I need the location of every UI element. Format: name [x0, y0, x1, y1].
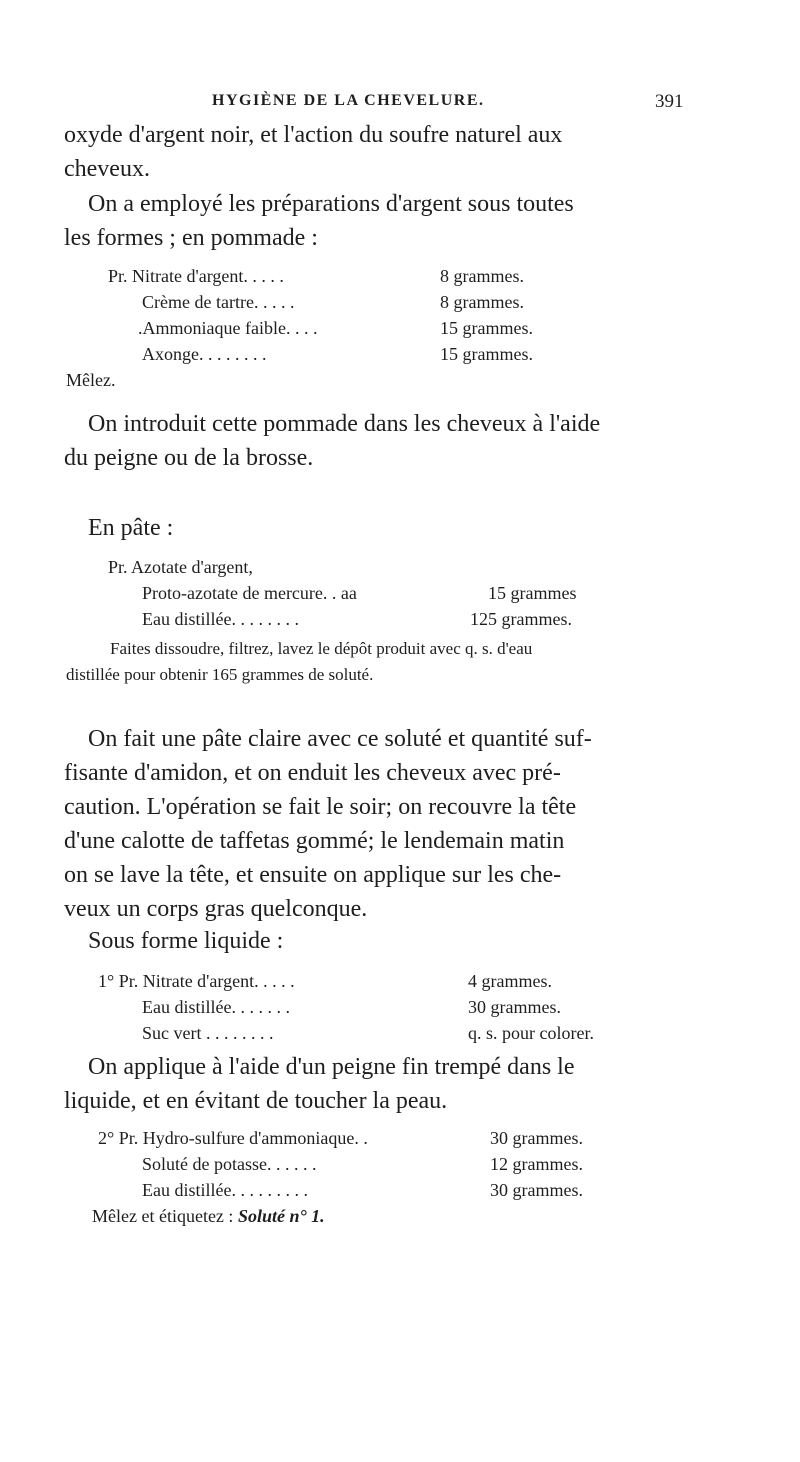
- ingredient-quantity: 125 grammes.: [470, 609, 572, 629]
- recipe-row: [96, 994, 736, 1020]
- ingredient-quantity: 30 grammes.: [468, 997, 561, 1017]
- text-line: liquide, et en évitant de toucher la peau.: [64, 1088, 448, 1114]
- text-line: du peigne ou de la brosse.: [64, 445, 314, 471]
- ingredient-label: 2° Pr. Hydro-sulfure d'ammoniaque. .: [98, 1128, 368, 1148]
- text-line: on se lave la tête, et ensuite on applique sur les che-: [64, 862, 562, 888]
- ingredient-quantity: 4 grammes.: [468, 971, 552, 991]
- ingredient-label: Proto-azotate de mercure. . aa: [142, 583, 357, 603]
- paragraph-5: [64, 722, 592, 926]
- page-header: [0, 92, 800, 116]
- ingredient-label: Pr. Nitrate d'argent. . . . .: [108, 266, 284, 286]
- recipe-liquide-1: [96, 968, 736, 1046]
- text-line: d'une calotte de taffetas gommé; le lendemain matin: [64, 828, 565, 854]
- text-line: cheveux.: [64, 156, 150, 182]
- recipe-row: [96, 289, 736, 315]
- ingredient-quantity: 15 grammes.: [440, 318, 533, 338]
- note-line: Faites dissoudre, filtrez, lavez le dépôt produit avec q. s. d'eau: [110, 639, 533, 658]
- recipe-row: [92, 1203, 736, 1229]
- instruction-emphasis: Soluté n° 1.: [237, 1206, 325, 1226]
- paragraph-7: [64, 1050, 575, 1118]
- text-line: oxyde d'argent noir, et l'action du soufre naturel aux: [64, 122, 563, 148]
- ingredient-label: Crème de tartre. . . . .: [142, 292, 295, 312]
- recipe-instruction: [92, 1203, 325, 1229]
- instruction-text: Mêlez et étiquetez :: [92, 1206, 238, 1226]
- text-line: On fait une pâte claire avec ce soluté et quantité suf-: [88, 726, 592, 752]
- ingredient-label: Eau distillée. . . . . . .: [142, 997, 290, 1017]
- recipe-row: [66, 367, 736, 393]
- recipe-note: [66, 636, 533, 688]
- ingredient-label: Pr. Azotate d'argent,: [108, 557, 253, 577]
- text-line: On introduit cette pommade dans les cheveux à l'aide: [88, 411, 601, 437]
- ingredient-label: Eau distillée. . . . . . . .: [142, 609, 299, 629]
- recipe-row: [96, 968, 736, 994]
- recipe-row: [96, 341, 736, 367]
- paragraph-2: [64, 187, 574, 255]
- text-line: caution. L'opération se fait le soir; on recouvre la tête: [64, 794, 577, 820]
- recipe-row: [96, 1125, 736, 1151]
- recipe-pommade: [66, 263, 736, 393]
- paragraph-1: [64, 118, 562, 186]
- recipe-row: [96, 1151, 736, 1177]
- recipe-row: [96, 580, 736, 606]
- ingredient-quantity: 30 grammes.: [490, 1128, 583, 1148]
- recipe-liquide-2: [92, 1125, 736, 1229]
- paragraph-3: [64, 407, 600, 475]
- ingredient-label: Soluté de potasse. . . . . .: [142, 1154, 317, 1174]
- text-line: fisante d'amidon, et on enduit les cheveux avec pré-: [64, 760, 561, 786]
- paragraph-6: [88, 924, 283, 958]
- ingredient-label: .Ammoniaque faible. . . .: [138, 318, 318, 338]
- ingredient-quantity: 15 grammes: [488, 583, 577, 603]
- ingredient-quantity: 8 grammes.: [440, 266, 524, 286]
- text-line: On a employé les préparations d'argent sous toutes: [88, 191, 574, 217]
- ingredient-label: Axonge. . . . . . . .: [142, 344, 267, 364]
- page-number: 391: [655, 91, 684, 112]
- ingredient-quantity: 8 grammes.: [440, 292, 524, 312]
- ingredient-quantity: 12 grammes.: [490, 1154, 583, 1174]
- ingredient-quantity: 30 grammes.: [490, 1180, 583, 1200]
- recipe-row: [96, 263, 736, 289]
- text-line: veux un corps gras quelconque.: [64, 896, 368, 922]
- recipe-row: [96, 1020, 736, 1046]
- paragraph-4: [88, 511, 173, 545]
- recipe-pate: [96, 554, 736, 632]
- recipe-row: [96, 315, 736, 341]
- recipe-row: [96, 554, 736, 580]
- running-title: HYGIÈNE DE LA CHEVELURE.: [212, 92, 485, 109]
- ingredient-quantity: 15 grammes.: [440, 344, 533, 364]
- recipe-row: [96, 1177, 736, 1203]
- text-line: En pâte :: [88, 515, 174, 541]
- note-line: distillée pour obtenir 165 grammes de soluté.: [66, 665, 374, 684]
- text-line: On applique à l'aide d'un peigne fin trempé dans le: [88, 1054, 575, 1080]
- ingredient-label: Suc vert . . . . . . . .: [142, 1023, 274, 1043]
- recipe-row: [96, 606, 736, 632]
- ingredient-label: 1° Pr. Nitrate d'argent. . . . .: [98, 971, 295, 991]
- text-line: les formes ; en pommade :: [64, 225, 318, 251]
- ingredient-quantity: q. s. pour colorer.: [468, 1023, 594, 1043]
- recipe-instruction: Mêlez.: [66, 370, 116, 390]
- ingredient-label: Eau distillée. . . . . . . . .: [142, 1180, 308, 1200]
- text-line: Sous forme liquide :: [88, 928, 284, 954]
